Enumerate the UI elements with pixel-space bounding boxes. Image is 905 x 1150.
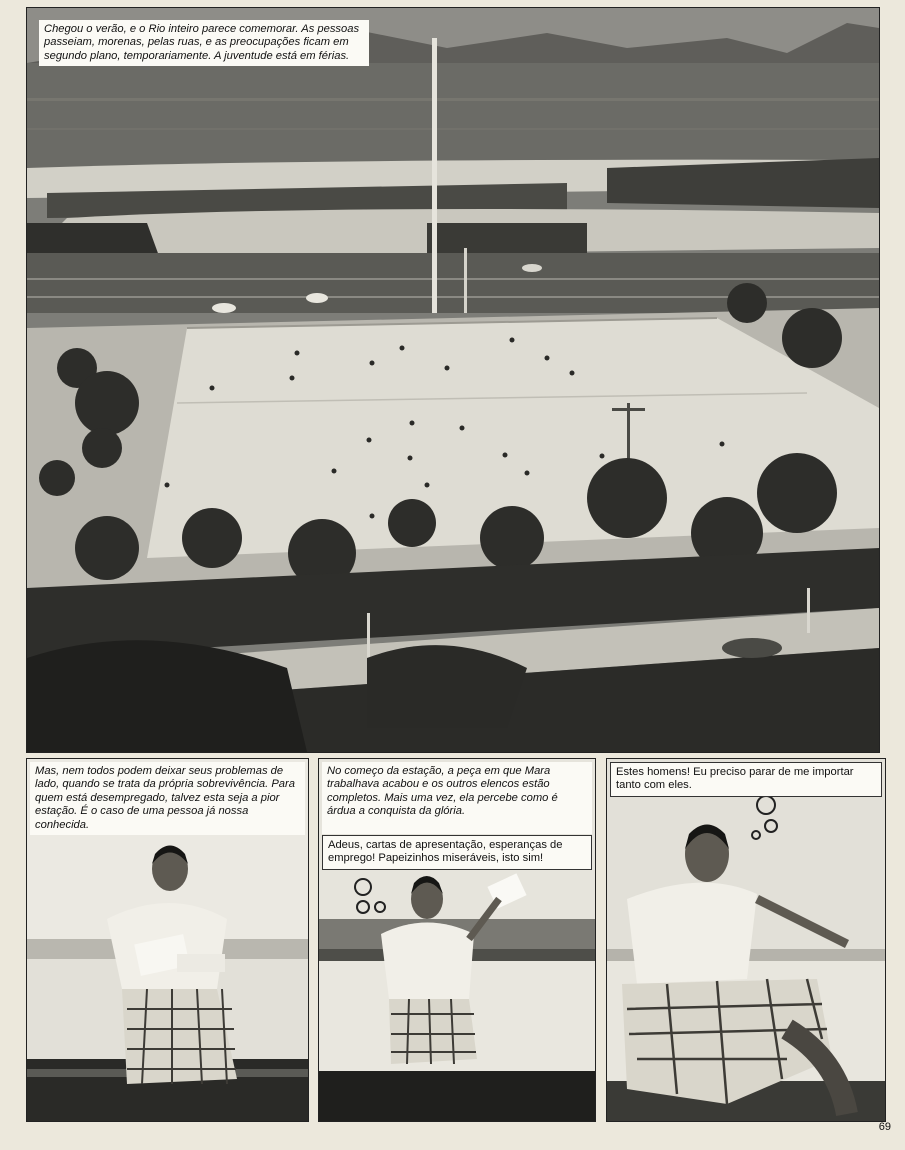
top-photo-panel [26, 7, 880, 753]
panel-3-speech-bubble: Estes homens! Eu preciso parar de me importar tanto com eles. [610, 762, 882, 797]
panel-3 [606, 758, 886, 1122]
page-number: 69 [878, 1121, 891, 1133]
top-caption: Chegou o verão, e o Rio inteiro parece comemorar. As pessoas passeiam, morenas, pelas ruas, e as preocupações ficam em segundo plano, temporariamente. A juventude está em férias. [39, 20, 369, 66]
panel-1 [26, 758, 309, 1122]
panel-1-caption: Mas, nem todos podem deixar seus problemas de lado, quando se trata da própria sobrevivência. Para quem está desempregado, talvez esta seja a pior estação. É o caso de uma pessoa já nossa conhecida. [30, 762, 305, 835]
panel-2-speech-bubble: Adeus, cartas de apresentação, esperanças de emprego! Papeizinhos miseráveis, isto sim! [322, 835, 592, 870]
aerial-beach-field-photo [27, 8, 879, 752]
panel-2-caption: No começo da estação, a peça em que Mara trabalhava acabou e os outros elencos estão completos. Mais uma vez, ela percebe como é árdua a conquista da glória. [322, 762, 592, 834]
woman-seated-thinking-photo [607, 759, 885, 1121]
panel-2 [318, 758, 596, 1122]
